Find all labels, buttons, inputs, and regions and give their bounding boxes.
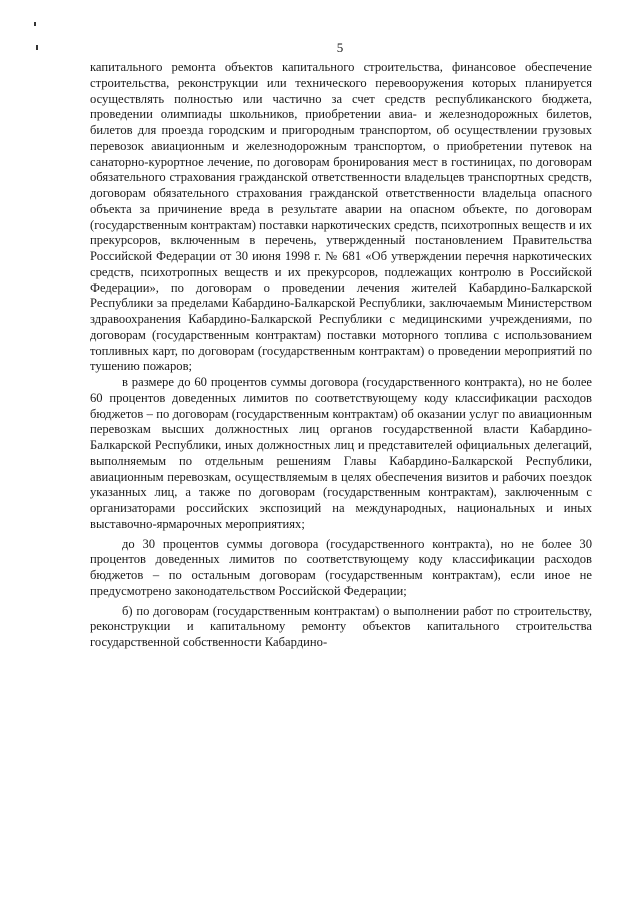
- paragraph-continuation: капитального ремонта объектов капитального строительства, финансовое обеспечение строительства, реконструкции или технического перевооружения которых планируется осуществлять полностью или частично за счет средств республиканского бюджета, проведении олимпиады школьников, приобретении авиа- и железнодорожных билетов, билетов для проезда городским и пригородным транспортом, об осуществлении грузовых перевозок авиационным и железнодорожным транспортом, о приобретении путевок на санаторно-курортное лечение, по договорам бронирования мест в гостиницах, по договорам обязательного страхования гражданской ответственности владельцев транспортных средств, договорам обязательного страхования гражданской ответственности владельца опасного объекта за причинение вреда в результате аварии на опасном объекте, по договорам (государственным контрактам) поставки наркотических средств, психотропных веществ и их прекурсоров, включенным в перечень, утвержденный постановлением Правительства Российской Федерации от 30 июня 1998 г. № 681 «Об утверждении перечня наркотических средств, психотропных веществ и их прекурсоров, подлежащих контролю в Российской Федерации», по договорам о проведении лечения жителей Кабардино-Балкарской Республики за пределами Кабардино-Балкарской Республики, заключаемым Министерством здравоохранения Кабардино-Балкарской Республики с медицинскими учреждениями, по договорам (государственным контрактам) поставки моторного топлива с использованием топливных карт, по договорам (государственным контрактам) о проведении мероприятий по тушению пожаров;: [90, 60, 592, 374]
- paragraph-sixty-percent: в размере до 60 процентов суммы договора (государственного контракта), но не более 60 процентов доведенных лимитов по соответствующему коду классификации расходов бюджетов – по договорам (государственным контрактам) об оказании услуг по авиационным перевозкам высших должностных лиц органов государственной власти Кабардино-Балкарской Республики, иных должностных лиц и представителей официальных делегаций, выполняемым по отдельным решениям Главы Кабардино-Балкарской Республики, авиационным перевозкам, осуществляемым в целях обеспечения визитов и рабочих поездок указанных лиц, а также по договорам (государственным контрактам), заключенным с организаторами российских экспозиций на международных, национальных и иных выставочно-ярмарочных мероприятиях;: [90, 375, 592, 531]
- document-body: [90, 60, 592, 651]
- page-number: 5: [336, 40, 344, 55]
- paragraph-thirty-percent: до 30 процентов суммы договора (государственного контракта), но не более 30 процентов доведенных лимитов по соответствующему коду классификации расходов бюджетов – по остальным договорам (государственным контрактам), если иное не предусмотрено законодательством Российской Федерации;: [90, 536, 592, 598]
- scan-mark-top: [34, 22, 36, 26]
- paragraph-item-b: б) по договорам (государственным контрактам) о выполнении работ по строительству, реконструкции и капитальному ремонту объектов капитального строительства государственной собственности Кабардино-: [90, 603, 592, 649]
